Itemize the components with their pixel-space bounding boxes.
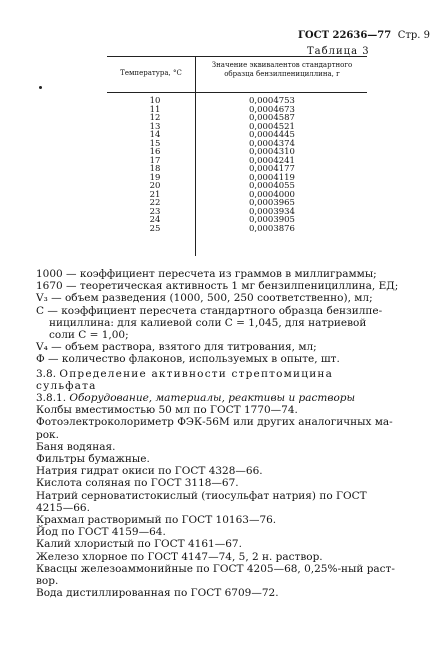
section-title-cont: сульфата (36, 379, 97, 392)
value-cell: 0,0004374 (249, 138, 295, 149)
value-cell: 0,0003876 (249, 223, 295, 234)
table-header-rule (107, 92, 367, 93)
definition-line: соли C = 1,00; (49, 329, 129, 342)
value-cell: 0,0004445 (249, 130, 295, 140)
material-line: Квасцы железоаммонийные по ГОСТ 4205—68, 0,25%-ный раст- (36, 562, 395, 575)
material-line: Баня водяная. (36, 440, 116, 453)
value-cell: 0,0004119 (249, 172, 295, 183)
value-cell: 0,0003905 (249, 215, 295, 225)
materials-list (36, 404, 422, 599)
material-line: 4215—66. (36, 501, 90, 514)
temperature-column (107, 97, 203, 233)
body-text (36, 268, 422, 599)
material-line: Железо хлорное по ГОСТ 4147—74, 5, 2 н. раствор. (36, 550, 323, 563)
temperature-cell: 11 (149, 104, 161, 115)
value-cell: 0,0004000 (249, 189, 295, 200)
table-3 (107, 56, 367, 256)
material-line: Фильтры бумажные. (36, 453, 150, 466)
definition-line: 1670 — теоретическая активность 1 мг бензилпенициллина, ЕД; (36, 280, 399, 293)
material-line: Вода дистиллированная по ГОСТ 6709—72. (36, 587, 279, 600)
section-number: 3.8. (36, 367, 57, 380)
temperature-cell: 18 (149, 164, 161, 174)
value-cell: 0,0004753 (249, 96, 295, 106)
material-line: вор. (36, 575, 59, 588)
column-header-temperature: Температура, °С (120, 69, 182, 77)
definition-line: 1000 — коэффициент пересчета из граммов в миллиграммы; (36, 268, 377, 280)
value-cell: 0,0004310 (249, 147, 295, 157)
value-cell: 0,0003934 (249, 206, 295, 217)
column-header-value-line1: Значение эквивалентов стандартного (211, 61, 353, 69)
section-heading (36, 368, 422, 380)
value-cell: 0,0004241 (249, 155, 295, 166)
column-header-value (199, 61, 365, 79)
value-cell: 0,0004055 (249, 181, 295, 191)
temperature-cell: 24 (149, 215, 161, 225)
page-header (298, 30, 430, 41)
definition-line: Ф — количество флаконов, используемых в опыте, шт. (36, 353, 340, 366)
temperature-cell: 10 (149, 96, 161, 106)
value-cell: 0,0004177 (249, 164, 295, 174)
page-number: Стр. 9 (397, 30, 430, 41)
subsection-number: 3.8.1. (36, 392, 67, 405)
definition-line: V₃ — объем разведения (1000, 500, 250 соответственно), мл; (36, 292, 373, 305)
temperature-cell: 17 (149, 155, 161, 166)
temperature-cell: 15 (149, 138, 161, 149)
temperature-cell: 21 (149, 189, 161, 200)
material-line: рок. (36, 428, 59, 441)
standard-code: ГОСТ 22636—77 (298, 30, 392, 41)
definition-line: нициллина: для калиевой соли C = 1,045, для натриевой (49, 316, 367, 329)
definition-line: C — коэффициент пересчета стандартного образца бензилпе- (36, 304, 383, 317)
material-line: Колбы вместимостью 50 мл по ГОСТ 1770—74. (36, 404, 298, 417)
temperature-cell: 14 (149, 130, 161, 140)
temperature-cell: 22 (149, 198, 161, 208)
value-cell: 0,0004587 (249, 113, 295, 123)
material-line: Фотоэлектроколориметр ФЭК-56М или других аналогичных ма- (36, 416, 393, 429)
material-line: Крахмал растворимый по ГОСТ 10163—76. (36, 514, 277, 527)
subsection-title: Оборудование, материалы, реактивы и растворы (69, 392, 356, 405)
material-line: Кислота соляная по ГОСТ 3118—67. (36, 477, 239, 490)
material-line: Калий хлористый по ГОСТ 4161—67. (36, 538, 242, 551)
material-line: Натрий серноватистокислый (тиосульфат натрия) по ГОСТ (36, 489, 367, 502)
section-title: Определение активности стрептомицина (59, 367, 334, 380)
value-cell: 0,0004673 (249, 104, 295, 115)
value-column (249, 97, 295, 233)
temperature-cell: 19 (149, 172, 161, 183)
definitions-list (36, 268, 422, 366)
table-caption: Таблица 3 (307, 46, 370, 57)
subsection-heading (36, 392, 422, 404)
temperature-cell: 16 (149, 147, 161, 157)
margin-dot (39, 86, 42, 89)
temperature-cell: 13 (149, 121, 161, 132)
material-line: Натрия гидрат окиси по ГОСТ 4328—66. (36, 465, 263, 478)
temperature-cell: 12 (149, 113, 161, 123)
temperature-cell: 20 (149, 181, 161, 191)
temperature-cell: 25 (149, 223, 161, 234)
column-header-value-line2: образца бензилпенициллина, г (224, 70, 340, 78)
value-cell: 0,0004521 (249, 121, 295, 132)
table-top-rule (107, 56, 367, 57)
definition-line: V₄ — объем раствора, взятого для титрования, мл; (36, 341, 317, 354)
value-cell: 0,0003965 (249, 198, 295, 208)
temperature-cell: 23 (149, 206, 161, 217)
material-line: Йод по ГОСТ 4159—64. (36, 526, 166, 539)
